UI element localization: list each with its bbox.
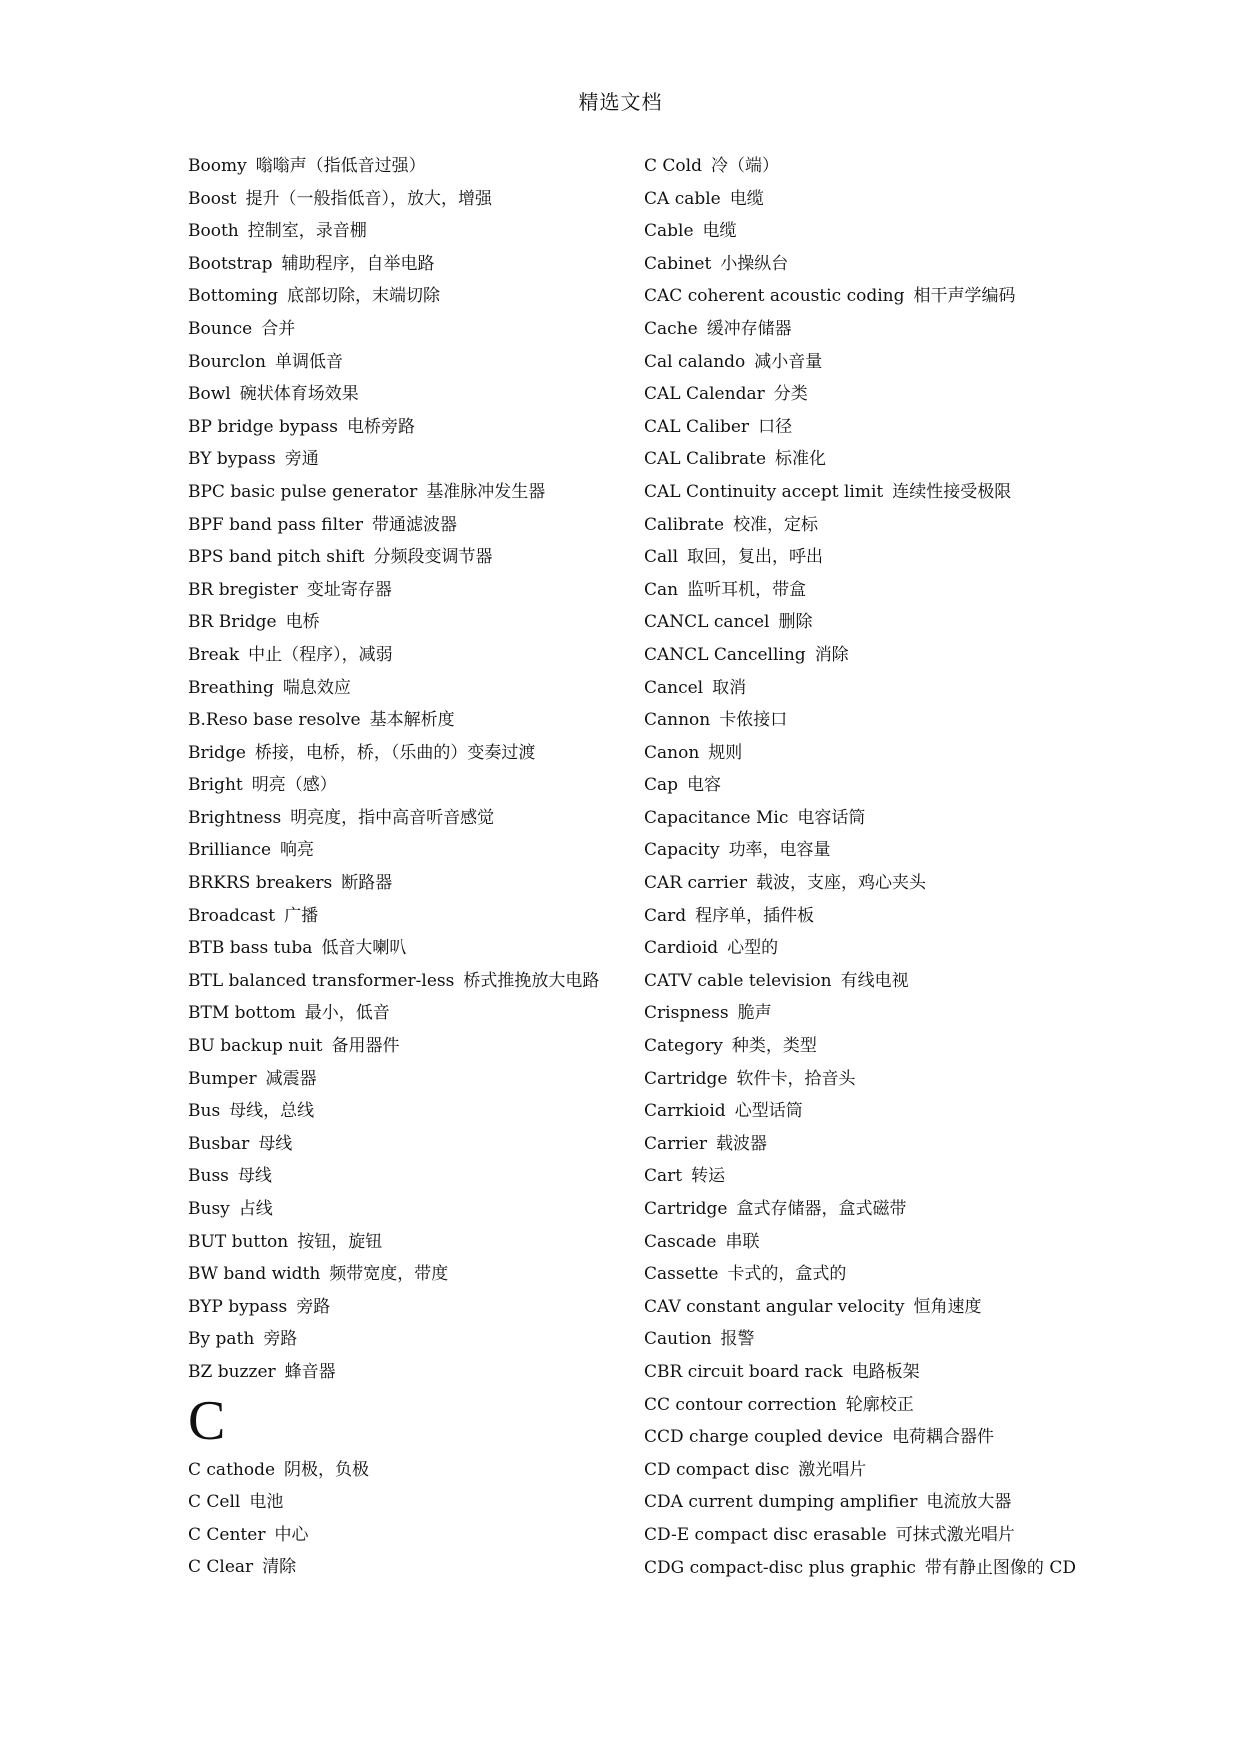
glossary-entry [644, 965, 1084, 998]
entry-definition: 带有静止图像的 CD [924, 1557, 1076, 1578]
entry-term: Bourclon [188, 351, 266, 372]
entry-term: Cascade [644, 1231, 717, 1252]
entry-term: BPF band pass filter [188, 514, 364, 535]
entry-definition: 控制室，录音棚 [247, 221, 367, 242]
glossary-entry [188, 704, 628, 737]
glossary-entry [644, 509, 1084, 542]
entry-term: CC contour correction [644, 1394, 837, 1415]
entry-definition: 清除 [262, 1557, 297, 1578]
entry-term: BTM bottom [188, 1003, 296, 1024]
glossary-entry [644, 1552, 1084, 1585]
entry-term: CDA current dumping amplifier [644, 1492, 918, 1513]
glossary-entry [188, 997, 628, 1030]
glossary-entry [644, 346, 1084, 379]
glossary-entry [644, 1454, 1084, 1487]
entry-definition: 软件卡，拾音头 [736, 1068, 856, 1089]
glossary-entry [188, 476, 628, 509]
glossary-entry [644, 672, 1084, 705]
entry-definition: 基本解析度 [369, 710, 455, 731]
entry-definition: 冷（端） [710, 156, 779, 176]
glossary-entry [188, 411, 628, 444]
glossary-entry [644, 1356, 1084, 1389]
entry-definition: 旁路 [263, 1329, 298, 1350]
entry-definition: 盒式存储器，盒式磁带 [736, 1199, 907, 1219]
glossary-entry [644, 606, 1084, 639]
entry-term: CA cable [644, 188, 721, 209]
entry-term: Booth [188, 221, 239, 242]
entry-definition: 明亮（感） [251, 775, 337, 796]
glossary-entry [644, 769, 1084, 802]
glossary-entry [644, 1063, 1084, 1096]
entry-definition: 分类 [773, 384, 808, 405]
entry-term: BR Bridge [188, 612, 277, 633]
glossary-entry [644, 1258, 1084, 1291]
entry-term: CAL Calendar [644, 384, 765, 405]
glossary-entry [188, 1030, 628, 1063]
entry-definition: 明亮度，指中高音听音感觉 [290, 807, 495, 828]
glossary-entry [644, 541, 1084, 574]
entry-definition: 占线 [238, 1199, 273, 1219]
page-header: 精选文档 [578, 90, 663, 114]
entry-term: Cal calando [644, 351, 746, 372]
entry-term: Bootstrap [188, 253, 273, 274]
entry-definition: 中止（程序），减弱 [248, 644, 393, 665]
entry-definition: 单调低音 [274, 351, 343, 372]
glossary-entry [188, 378, 628, 411]
glossary-entry [188, 574, 628, 607]
entry-definition: 消除 [814, 644, 849, 665]
entry-term: BW band width [188, 1264, 321, 1285]
entry-definition: 转运 [691, 1166, 726, 1187]
glossary-entry [188, 769, 628, 802]
entry-term: CDG compact-disc plus graphic [644, 1557, 916, 1578]
entry-term: Breathing [188, 677, 274, 698]
glossary-entry [188, 1486, 628, 1519]
entry-term: C Cold [644, 156, 702, 176]
entry-term: Cannon [644, 710, 711, 731]
entry-term: Card [644, 905, 687, 926]
entry-definition: 低音大喇叭 [321, 938, 407, 959]
entry-definition: 程序单，插件板 [695, 905, 815, 926]
entry-term: Carrkioid [644, 1101, 726, 1122]
entry-definition: 有线电视 [840, 970, 909, 991]
entry-definition: 种类，类型 [731, 1036, 817, 1057]
glossary-entry [188, 1551, 628, 1584]
entry-definition: 蜂音器 [284, 1361, 336, 1382]
glossary-entry [188, 1193, 628, 1226]
glossary-entry [644, 867, 1084, 900]
entry-definition: 电缆 [729, 188, 764, 209]
glossary-entry [188, 1063, 628, 1096]
glossary-entry [188, 346, 628, 379]
entry-term: Cart [644, 1166, 683, 1187]
glossary-entry [644, 1226, 1084, 1259]
entry-definition: 桥式推挽放大电路 [463, 970, 600, 991]
entry-term: BP bridge bypass [188, 416, 338, 437]
glossary-entry [188, 867, 628, 900]
entry-term: C Clear [188, 1557, 254, 1578]
entry-term: Cabinet [644, 253, 712, 274]
entries-b [188, 150, 628, 1389]
entry-definition: 载波，支座，鸡心夹头 [756, 873, 927, 894]
entry-definition: 规则 [708, 742, 743, 763]
entry-term: CAR carrier [644, 873, 748, 894]
glossary-entry [188, 443, 628, 476]
glossary-entry [188, 1454, 628, 1487]
glossary-entry [188, 1291, 628, 1324]
entry-term: Cassette [644, 1264, 719, 1285]
entry-term: Break [188, 644, 240, 665]
glossary-column-left [188, 150, 628, 1584]
glossary-entry [188, 900, 628, 933]
entry-term: BTB bass tuba [188, 938, 313, 959]
glossary-entry [644, 900, 1084, 933]
entry-definition: 母线 [237, 1166, 272, 1187]
entry-definition: 卡侬接口 [719, 710, 788, 731]
glossary-column-right [644, 150, 1084, 1584]
entry-term: Cartridge [644, 1199, 728, 1219]
glossary-entry [644, 997, 1084, 1030]
entry-term: Call [644, 547, 679, 568]
entry-term: CCD charge coupled device [644, 1427, 884, 1448]
entry-term: Boost [188, 188, 237, 209]
glossary-entry [188, 802, 628, 835]
entry-term: Calibrate [644, 514, 725, 535]
entry-definition: 喘息效应 [282, 677, 351, 698]
glossary-entry [188, 183, 628, 216]
entry-term: Bowl [188, 384, 231, 405]
glossary-entry [644, 639, 1084, 672]
entry-definition: 心型话筒 [734, 1101, 803, 1122]
entry-term: BPS band pitch shift [188, 547, 365, 568]
entry-definition: 缓冲存储器 [706, 318, 792, 339]
entry-definition: 响亮 [280, 840, 315, 861]
entry-term: Boomy [188, 156, 247, 176]
entry-definition: 相干声学编码 [913, 286, 1016, 307]
entry-definition: 电容 [687, 775, 722, 796]
glossary-entry [644, 802, 1084, 835]
glossary-entry [644, 1323, 1084, 1356]
entries-c [644, 150, 1084, 1584]
entry-definition: 取回，复出，呼出 [687, 547, 824, 568]
glossary-entry [644, 411, 1084, 444]
entry-definition: 电桥旁路 [346, 416, 415, 437]
entry-definition: 旁路 [296, 1296, 331, 1317]
entry-term: Category [644, 1036, 723, 1057]
entry-definition: 减小音量 [754, 351, 823, 372]
entry-definition: 最小，低音 [304, 1003, 390, 1024]
glossary-entry [644, 1291, 1084, 1324]
entry-term: C cathode [188, 1459, 276, 1480]
entry-definition: 可抹式激光唱片 [895, 1524, 1015, 1545]
glossary-entry [188, 965, 628, 998]
entry-definition: 取消 [712, 677, 747, 698]
entry-definition: 轮廓校正 [845, 1394, 914, 1415]
entry-term: BPC basic pulse generator [188, 481, 418, 502]
glossary-entry [644, 313, 1084, 346]
glossary-entry [188, 280, 628, 313]
glossary-entry [644, 1193, 1084, 1226]
entry-definition: 阴极，负极 [284, 1459, 370, 1480]
entry-term: BY bypass [188, 449, 276, 470]
entry-definition: 电流放大器 [926, 1492, 1012, 1513]
glossary-entry [644, 1389, 1084, 1422]
glossary-entry [188, 1323, 628, 1356]
entry-term: Carrier [644, 1133, 708, 1154]
entry-term: Cache [644, 318, 698, 339]
entry-definition: 提升（一般指低音），放大，增强 [245, 188, 493, 209]
entry-term: Brilliance [188, 840, 272, 861]
glossary-entry [644, 1519, 1084, 1552]
glossary-entry [188, 737, 628, 770]
entry-definition: 断路器 [341, 873, 393, 894]
entry-term: CD compact disc [644, 1459, 790, 1480]
entry-term: Cardioid [644, 938, 719, 959]
glossary-entry [188, 150, 628, 183]
glossary-entry [188, 639, 628, 672]
entry-definition: 电路板架 [851, 1361, 920, 1382]
glossary-entry [188, 834, 628, 867]
entry-definition: 频带宽度，带度 [329, 1264, 449, 1285]
glossary-entry [188, 1160, 628, 1193]
entry-term: Canon [644, 742, 700, 763]
entry-definition: 监听耳机，带盒 [687, 579, 807, 600]
entry-term: Cancel [644, 677, 704, 698]
entry-definition: 备用器件 [331, 1036, 400, 1057]
entry-definition: 卡式的，盒式的 [727, 1264, 847, 1285]
glossary-entry [188, 672, 628, 705]
entry-term: CD-E compact disc erasable [644, 1524, 887, 1545]
glossary-entry [644, 1421, 1084, 1454]
entry-term: Capacitance Mic [644, 807, 789, 828]
glossary-entry [188, 313, 628, 346]
entry-term: BUT button [188, 1231, 289, 1252]
entry-term: CANCL Cancelling [644, 644, 806, 665]
entry-definition: 小操纵台 [720, 253, 789, 274]
glossary-entry [188, 1519, 628, 1552]
glossary-entry [188, 1128, 628, 1161]
entry-term: CAC coherent acoustic coding [644, 286, 905, 307]
entry-definition: 报警 [720, 1329, 755, 1350]
entry-definition: 心型的 [727, 938, 779, 959]
glossary-entry [644, 1486, 1084, 1519]
entry-definition: 带通滤波器 [372, 514, 458, 535]
section-letter: C [188, 1389, 226, 1452]
entry-term: BYP bypass [188, 1296, 288, 1317]
entry-definition: 辅助程序，自举电路 [281, 253, 435, 274]
entry-term: BZ buzzer [188, 1361, 276, 1382]
entry-definition: 碗状体育场效果 [239, 384, 359, 405]
entry-term: BRKRS breakers [188, 873, 333, 894]
entry-term: Crispness [644, 1003, 729, 1024]
entry-term: Busbar [188, 1133, 250, 1154]
entry-term: C Center [188, 1524, 266, 1545]
glossary-entry [644, 932, 1084, 965]
glossary-entry [644, 574, 1084, 607]
entry-term: CAL Caliber [644, 416, 750, 437]
entry-definition: 中心 [274, 1524, 309, 1545]
entry-term: BTL balanced transformer-less [188, 970, 455, 991]
entry-definition: 减震器 [265, 1068, 317, 1089]
entry-definition: 激光唱片 [798, 1459, 867, 1480]
entry-definition: 合并 [261, 318, 296, 339]
entry-definition: 口径 [758, 416, 793, 437]
entry-term: Brightness [188, 807, 282, 828]
entry-definition: 电池 [249, 1492, 284, 1513]
entry-term: CAL Calibrate [644, 449, 767, 470]
entry-term: B.Reso base resolve [188, 710, 361, 731]
entry-term: CANCL cancel [644, 612, 770, 633]
glossary-entry [644, 1095, 1084, 1128]
glossary-entry [644, 704, 1084, 737]
entry-definition: 桥接，电桥，桥，（乐曲的）变奏过渡 [254, 742, 536, 763]
entry-definition: 广播 [284, 905, 319, 926]
entry-definition: 脆声 [737, 1003, 772, 1024]
entry-term: Bridge [188, 742, 246, 763]
entry-definition: 电容话筒 [797, 807, 866, 828]
entry-definition: 变址寄存器 [306, 579, 392, 600]
entry-term: CAL Continuity accept limit [644, 481, 884, 502]
entry-term: Cartridge [644, 1068, 728, 1089]
glossary-entry [644, 183, 1084, 216]
entry-definition: 旁通 [284, 449, 319, 470]
entry-definition: 载波器 [716, 1133, 768, 1154]
entry-term: Can [644, 579, 679, 600]
entry-term: Bus [188, 1101, 221, 1122]
glossary-entry [644, 150, 1084, 183]
entry-term: Buss [188, 1166, 229, 1187]
glossary-entry [188, 1095, 628, 1128]
entry-definition: 母线 [258, 1133, 293, 1154]
glossary-entry [188, 248, 628, 281]
entry-term: CAV constant angular velocity [644, 1296, 905, 1317]
entry-term: Cable [644, 221, 694, 242]
entry-definition: 分频段变调节器 [373, 547, 493, 568]
entry-term: CBR circuit board rack [644, 1361, 843, 1382]
entry-definition: 串联 [725, 1231, 760, 1252]
glossary-entry [644, 248, 1084, 281]
entry-definition: 删除 [778, 612, 813, 633]
glossary-entry [188, 509, 628, 542]
entry-definition: 嗡嗡声（指低音过强） [255, 156, 426, 176]
entry-term: CATV cable television [644, 970, 832, 991]
entry-definition: 恒角速度 [913, 1296, 982, 1317]
entry-term: Busy [188, 1199, 230, 1219]
glossary-entry [644, 737, 1084, 770]
glossary-entry [644, 215, 1084, 248]
entry-term: Capacity [644, 840, 720, 861]
glossary-entry [644, 1030, 1084, 1063]
glossary-entry [644, 834, 1084, 867]
entry-definition: 电缆 [702, 221, 737, 242]
entry-definition: 标准化 [775, 449, 827, 470]
glossary-entry [188, 606, 628, 639]
entry-term: C Cell [188, 1492, 241, 1513]
entry-term: Bounce [188, 318, 253, 339]
entry-term: BU backup nuit [188, 1036, 323, 1057]
entry-term: Broadcast [188, 905, 276, 926]
entry-term: Bottoming [188, 286, 279, 307]
glossary-entry [188, 1226, 628, 1259]
glossary-entry [644, 378, 1084, 411]
entry-term: By path [188, 1329, 255, 1350]
entry-term: BR bregister [188, 579, 298, 600]
entry-term: Cap [644, 775, 679, 796]
glossary-entry [644, 476, 1084, 509]
glossary-entry [644, 280, 1084, 313]
entry-definition: 基准脉冲发生器 [426, 481, 546, 502]
entry-definition: 连续性接受极限 [892, 481, 1012, 502]
entry-definition: 电桥 [285, 612, 320, 633]
entry-definition: 按钮，旋钮 [297, 1231, 383, 1252]
entry-term: Caution [644, 1329, 712, 1350]
entry-definition: 功率，电容量 [728, 840, 831, 861]
glossary-entry [188, 1356, 628, 1389]
entry-definition: 校准，定标 [733, 514, 819, 535]
glossary-entry [188, 215, 628, 248]
entry-term: Bumper [188, 1068, 257, 1089]
entries-c-start [188, 1454, 628, 1584]
entry-definition: 底部切除，末端切除 [287, 286, 441, 307]
glossary-entry [188, 1258, 628, 1291]
glossary-entry [188, 541, 628, 574]
entry-definition: 母线，总线 [229, 1101, 315, 1122]
glossary-entry [644, 443, 1084, 476]
glossary-entry [644, 1128, 1084, 1161]
entry-definition: 电荷耦合器件 [892, 1427, 995, 1448]
glossary-entry [188, 932, 628, 965]
glossary-entry [644, 1160, 1084, 1193]
entry-term: Bright [188, 775, 243, 796]
